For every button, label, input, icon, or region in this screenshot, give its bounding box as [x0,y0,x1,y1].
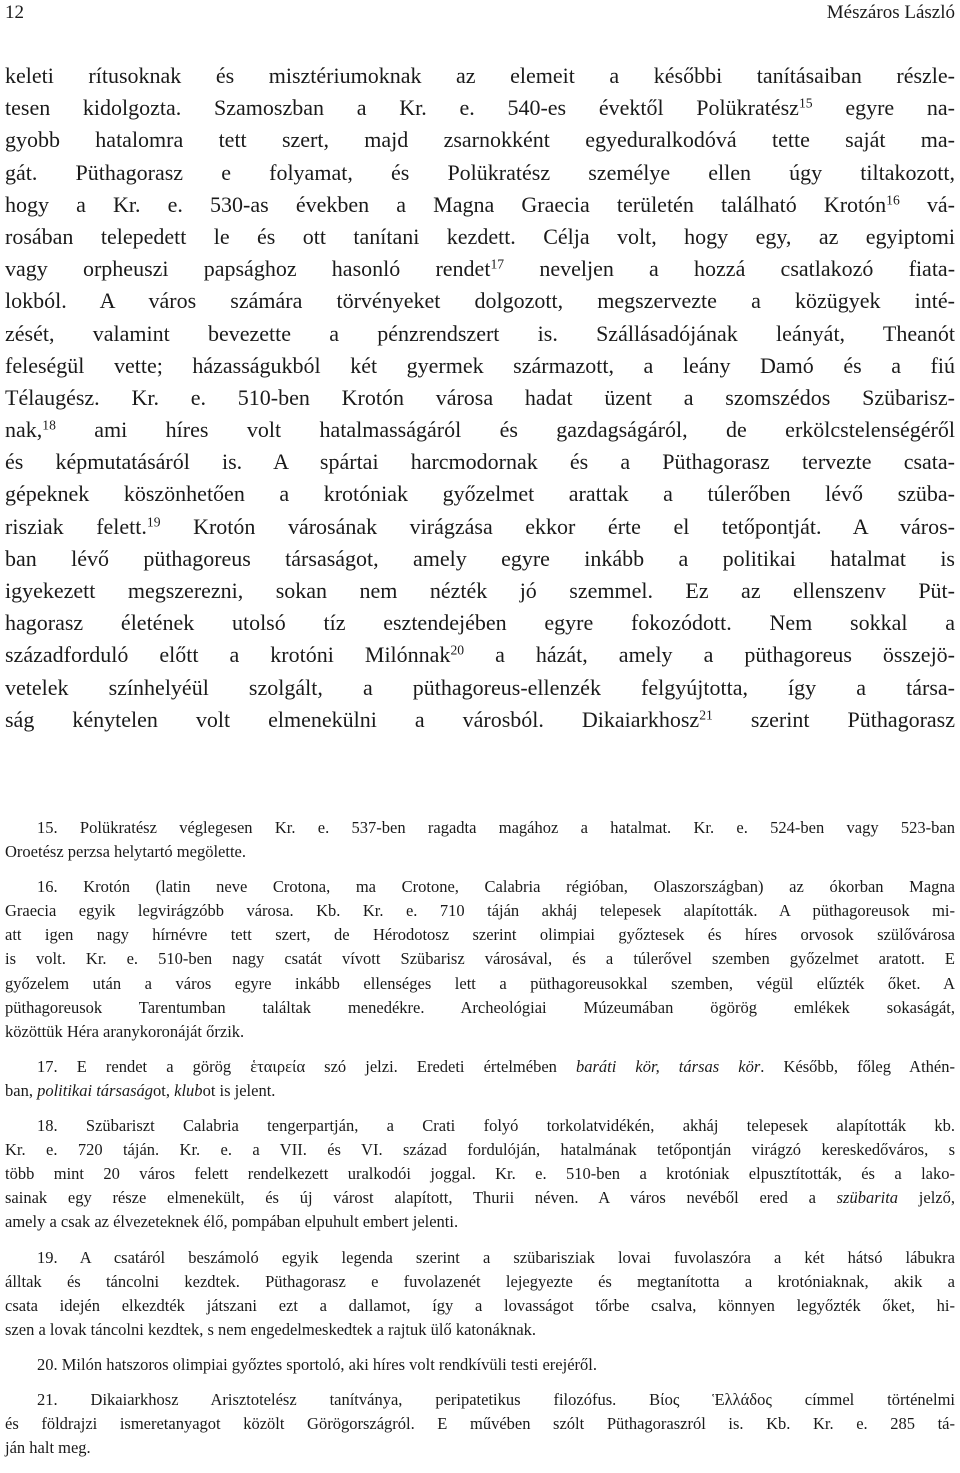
text-line: tesen kidolgozta. Szamoszban a Kr. e. 540-es évektől Polükratész$^{15}$ egyre na- [5,95,955,121]
footnote-italic: baráti kör, társas kör [576,1056,761,1076]
footnote-line: és földrajzi ismeretanyagot közölt Görögországról. E művében szólt Püthagoraszról is. Kb. Kr. e. 285 tá- [5,1414,955,1434]
footnote-line: Kr. e. 720 táján. Kr. e. a VII. és VI. század fordulóján, hatalmának tetőpontján virágzó kereskedőváros, s [5,1140,955,1160]
running-head-author: Mészáros László [826,2,955,23]
footnote-italic: szübarita [836,1188,899,1208]
footnote-line: szen a lovak táncolni kezdtek, s nem engedelmeskedtek a rajtuk ülő katonáknak. [5,1319,537,1339]
footnote-line: 20. Milón hatszoros olimpiai győztes sportoló, aki híres volt rendkívüli testi erejéről. [37,1354,597,1374]
footnote-line: 21. Dikaiarkhosz Arisztotelész tanítványa, peripatetikus filozófus. Βίος Ἑλλάδος címmel történelmi [37,1389,955,1409]
footnote-20 [5,1353,955,1377]
footnote-ref-20[interactable]: 20 [450,642,465,658]
footnote-line: Graecia egyik legvirágzóbb városa. Kb. Kr. e. 710 táján akháj telepesek alapították. A püthagoreusok mi- [5,901,955,921]
footnote-line: püthagoreusok Tarentumban találtak menedékre. Archeológiai Múzeumában ögörög emlékek sokaságát, [5,997,955,1017]
text-line: vetelek színhelyéül szolgált, a püthagoreus-ellenzék felgyújtotta, így a társa- [5,674,955,700]
footnote-line: 15. Polükratész véglegesen Kr. e. 537-ben ragadta magához a hatalmat. Kr. e. 524-ben vagy 523-ban [37,818,955,837]
text-line: rosában telepedett le és ott tanítani kezdett. Célja volt, hogy egy, az egyiptomi [5,223,955,249]
text-line: feleségül vette; házasságukból két gyermek származott, a leány Damó és a fiú [5,352,955,378]
text-line: ság kénytelen volt elmenekülni a városból. Dikaiarkhosz$^{21}$ szerint Püthagorasz [5,706,956,732]
footnote-ref-17[interactable]: 17 [490,256,505,272]
text-line: hogy a Kr. e. 530-as években a Magna Graecia területén található Krotón$^{16}$ vá- [5,191,956,217]
footnote-line: Oroetész perzsa helytartó megölette. [5,842,246,862]
footnote-15 [5,816,955,864]
footnote-line: 18. Szübariszt Calabria tengerpartján, a Crati folyó torkolatvidékén, akháj telepesek alapították kb. [37,1116,955,1136]
footnote-16 [5,875,955,1044]
footnote-line: álltak és táncolni kezdtek. Püthagorasz e fuvolazenét lejegyezte és megtanította a krotóniaknak, akik a [5,1271,955,1291]
footnote-line: ban, politikai társaságot, klubot is jelent. [5,1080,276,1100]
footnote-italic: klub [174,1080,203,1100]
footnote-17 [5,1055,955,1103]
footnote-line: győzelem után a város egyre inkább ellenséges lett a püthagoreusokkal szemben, végül elűzték őket. A [5,973,955,993]
text-line: és képmutatásáról is. A spártai harcmodornak és a Püthagorasz tervezte csata- [5,449,955,475]
page-number: 12 [5,2,24,23]
footnote-19 [5,1246,955,1342]
footnote-line: amely a csak az élvezeteknek élő, pompában elpuhult embert jelenti. [5,1212,459,1232]
footnote-line: att igen nagy hírnévre tett szert, de Hérodotosz szerint olimpiai győztesek és híres orvosok szülővárosa [5,925,955,945]
footnote-21 [5,1388,955,1460]
footnote-line: csata idején elkezdték játszani ezt a dallamot, így a lovasságot tőrbe csalva, könnyen legyőzték őket, hi- [5,1295,955,1315]
footnote-ref-15[interactable]: 15 [798,95,813,111]
text-line: gát. Püthagorasz e folyamat, és Polükratész személye ellen úgy tiltakozott, [5,159,955,185]
footnote-ref-16[interactable]: 16 [886,192,900,208]
footnote-italic: politikai társaság [37,1080,154,1100]
footnote-line: is volt. Kr. e. 510-ben nagy csatát vívott Szübarisz városával, és a túlerővel szemben győzelmet aratott. E [5,949,955,969]
footnote-ref-19[interactable]: 19 [146,514,161,530]
text-line: vagy orpheuszi papsághoz hasonló rendet$^{17}$ neveljen a hozzá csatlakozó fiata- [5,256,956,282]
footnote-18 [5,1114,955,1234]
footnote-line: sainak egy része elmenekült, és új várost alapított, Thurii néven. A város nevéből ered a szübarita jelző, [5,1188,955,1208]
text-line: keleti rítusoknak és misztériumoknak az elemeit a későbbi tanításaiban részle- [5,63,955,88]
footnote-line: 16. Krotón (latin neve Crotona, ma Crotone, Calabria régióban, Olaszországban) az ókorban Magna [37,877,955,897]
text-line: hagorasz életének utolsó tíz esztendejében egyre fokozódott. Nem sokkal a [5,610,955,636]
footnote-line: ján halt meg. [5,1438,91,1458]
footnote-line: 17. E rendet a görög ἑταιρεία szó jelzi. Eredeti értelmében baráti kör, társas kör. Később, főleg Athén- [37,1056,955,1076]
running-head [5,2,955,28]
text-line: ban lévő püthagoreus társaságot, amely egyre inkább a politikai hatalmat is [5,545,955,571]
text-line: gépeknek köszönhetően a krotóniak győzelmet arattak a túlerőben lévő szüba- [5,481,955,507]
text-line: századforduló előtt a krotóni Milónnak$^{20}$ a házát, amely a püthagoreus összejö- [5,642,956,668]
main-text [5,60,955,736]
text-line: nak,$^{18}$ ami híres volt hatalmasságáról és gazdagságáról, de erkölcstelenségéről [5,417,955,443]
footnotes [5,816,955,1471]
footnote-line: 19. A csatáról beszámoló egyik legenda szerint a szübarisziak lovai fuvolaszóra a két hátsó lábukra [37,1247,955,1267]
text-line: zését, valamint bevezette a pénzrendszert is. Szállásadójának leányát, Theanót [5,320,955,346]
text-line: risziak felett.$^{19}$ Krotón városának virágzása ekkor érte el tetőpontját. A város- [5,513,956,539]
footnote-line: több mint 20 város felett rendelkezett uralkodói joggal. Kr. e. 510-ben a krotóniak elpusztították, és a lako- [5,1164,955,1184]
footnote-line: közöttük Héra aranykoronáját őrzik. [5,1021,245,1041]
text-line: lokból. A város számára törvényeket dolgozott, megszervezte a közügyek inté- [5,288,955,314]
text-line: gyobb hatalomra tett szert, majd zsarnokként egyeduralkodóvá tette saját ma- [5,127,955,153]
footnote-ref-21[interactable]: 21 [699,707,713,723]
text-line: Télaugész. Kr. e. 510-ben Krotón városa hadat üzent a szomszédos Szübarisz- [5,384,955,410]
footnote-ref-18[interactable]: 18 [42,417,56,433]
text-line: igyekezett megszerezni, sokan nem nézték jó szemmel. Ez az ellenszenv Püt- [5,578,955,603]
